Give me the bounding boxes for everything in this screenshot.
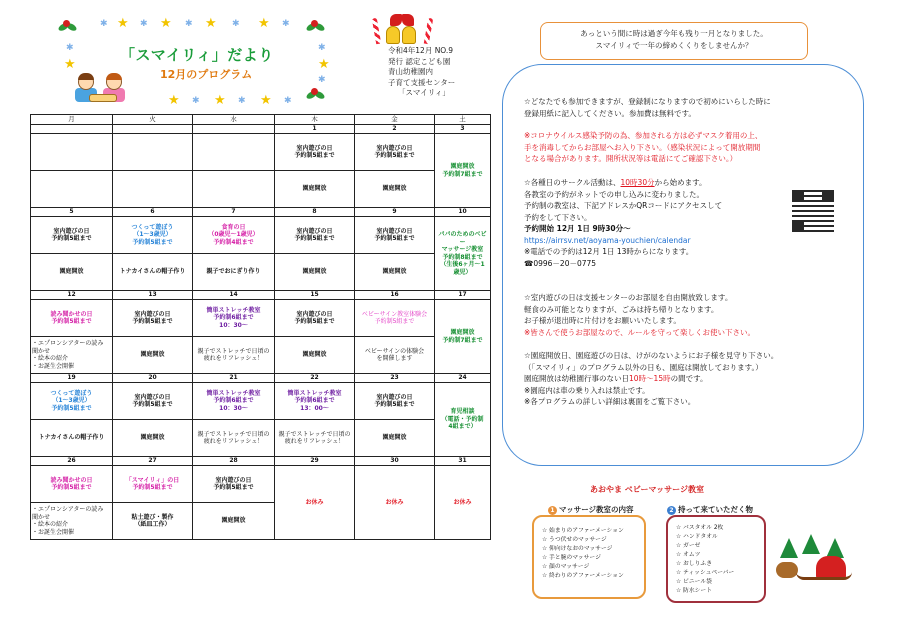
event-cell: 親子でおにぎり作り <box>193 254 275 291</box>
issue-info-line: 発行 認定こども園 <box>388 56 451 66</box>
event-cell: ・エプロンシアターの読み 聞かせ ・絵本の紹介 ・お誕生会開催 <box>31 503 113 540</box>
weekday-header: 金 <box>355 115 435 125</box>
text-line: 軽食のみ可能となりますが、ごみは持ち帰りとなります。 <box>524 304 719 314</box>
event-cell: 食育の日 （0歳児～1歳児） 予約制4組まで <box>193 217 275 254</box>
snow-dot-icon: ✱ <box>192 96 200 106</box>
event-cell: お休み <box>275 466 355 540</box>
event-cell <box>31 171 113 208</box>
text-line: ※電話での予約は12月 1日 13時からになります。 <box>524 247 694 256</box>
event-cell: 親子でストレッチで日頃の 疲れをリフレッシュ！ <box>193 337 275 374</box>
list-item: ☆ うつ伏せのマッサージ <box>542 537 607 543</box>
list-item: ☆ ティッシュペーパー <box>676 570 735 576</box>
weekday-header: 水 <box>193 115 275 125</box>
reindeer-icon <box>776 562 798 578</box>
issue-info-line: 青山幼稚園内 <box>388 67 433 76</box>
star-icon: ★ <box>117 16 129 31</box>
star-icon: ★ <box>64 57 76 72</box>
event-cell: ・エプロンシアターの読み 聞かせ ・絵本の紹介 ・お誕生会開催 <box>31 337 113 374</box>
event-cell: 園庭開放 <box>355 254 435 291</box>
event-cell <box>193 134 275 171</box>
date-cell: 3 <box>435 125 491 134</box>
text-line: ※各プログラムの詳しい詳細は裏面をご覧下さい。 <box>524 397 696 406</box>
date-cell: 9 <box>355 208 435 217</box>
date-cell: 26 <box>31 457 113 466</box>
event-cell: 室内遊びの日 予約制5組まで <box>113 383 193 420</box>
list-item: ☆ 始まりのアファーメーション <box>542 528 624 534</box>
reservation-link[interactable]: https://airrsv.net/aoyama-youchien/calendar <box>524 235 691 245</box>
highlight-time: 10時～15時 <box>629 374 671 383</box>
event-cell <box>193 171 275 208</box>
date-cell: 29 <box>275 457 355 466</box>
event-cell: 園庭開放 予約制7組まで <box>435 134 491 208</box>
text-line: ☆どなたでも参加できますが、登録制になりますので初めにいらした時に <box>524 97 771 106</box>
text-line: から始めます。 <box>654 178 707 187</box>
date-cell: 6 <box>113 208 193 217</box>
issue-info-line: 子育て支援センター <box>388 77 456 87</box>
event-cell: 簡単ストレッチ教室 予約制6組まで 10：30～ <box>193 383 275 420</box>
event-cell: 室内遊びの日 予約制5組まで <box>355 383 435 420</box>
event-cell: つくって遊ぼう （1～3歳児） 予約制5組まで <box>113 217 193 254</box>
star-icon: ★ <box>160 16 172 31</box>
date-cell: 2 <box>355 125 435 134</box>
snow-dot-icon: ✱ <box>282 19 290 29</box>
event-cell: パパのためのベビー マッサージ教室 予約制8組まで （生後6ヶ月～1 歳児） <box>435 217 491 291</box>
event-cell: 室内遊びの日 予約制5組まで <box>355 217 435 254</box>
highlight-time: 10時30分 <box>620 178 655 187</box>
event-cell: つくって遊ぼう （1～3歳児） 予約制5組まで <box>31 383 113 420</box>
date-cell: 15 <box>275 291 355 300</box>
items-to-bring-box <box>666 515 766 603</box>
snow-dot-icon: ✱ <box>284 96 292 106</box>
holly-icon <box>306 88 322 104</box>
event-cell: 園庭開放 <box>113 337 193 374</box>
event-cell <box>31 134 113 171</box>
massage-content-box <box>532 515 646 599</box>
star-icon: ★ <box>318 57 330 72</box>
event-cell: 親子でストレッチで日頃の 疲れをリフレッシュ！ <box>193 420 275 457</box>
notice-line: スマイリィで一年の締めくくりをしませんか？ <box>595 41 753 50</box>
date-cell: 30 <box>355 457 435 466</box>
event-cell <box>113 171 193 208</box>
phone-number: ☎0996－20－0775 <box>524 258 597 268</box>
event-cell: 園庭開放 <box>355 171 435 208</box>
reservation-paragraph <box>524 177 722 269</box>
weekday-header: 木 <box>275 115 355 125</box>
registration-paragraph <box>524 96 771 119</box>
newsletter-title: 「スマイリィ」だより <box>120 46 274 64</box>
issue-info-line: 「スマイリィ」 <box>398 88 450 97</box>
star-icon: ★ <box>258 16 270 31</box>
list-item: ☆ 防水シート <box>676 588 713 594</box>
number-badge: 2 <box>667 506 676 515</box>
event-cell: 室内遊びの日 予約制5組まで <box>275 134 355 171</box>
event-cell: 読み聞かせの日 予約制5組まで <box>31 466 113 503</box>
text-line: 予約制の教室は、下記アドレスかQRコードにアクセスして <box>524 201 723 210</box>
text-line: の間です。 <box>670 374 708 383</box>
event-cell: 室内遊びの日 予約制5組まで <box>31 217 113 254</box>
event-cell: 園庭開放 <box>355 420 435 457</box>
event-cell: ベビーサイン教室体験会 予約制5組まで <box>355 300 435 337</box>
text-line: ※皆さんで使うお部屋なので、ルールを守って楽しくお使い下さい。 <box>524 327 755 337</box>
christmas-tree-icon <box>780 538 798 558</box>
text-line: 登録用紙に記入してください。参加費は無料です。 <box>524 108 696 118</box>
date-cell: 22 <box>275 374 355 383</box>
list-item: ☆ オムツ <box>676 552 701 558</box>
event-cell: 粘土遊び・製作 （紙皿工作） <box>113 503 193 540</box>
date-cell: 19 <box>31 374 113 383</box>
notice-line: あっという間に時は過ぎ今年も残り一月となりました。 <box>580 29 768 38</box>
date-cell: 21 <box>193 374 275 383</box>
event-cell: 室内遊びの日 予約制5組まで <box>113 300 193 337</box>
covid-paragraph <box>524 130 762 165</box>
text-line: 予約開始 12月 1日 9時30分～ <box>524 224 631 233</box>
massage-content-heading <box>548 504 634 515</box>
date-cell: 5 <box>31 208 113 217</box>
date-cell <box>193 125 275 134</box>
christmas-bell-icon <box>372 14 432 46</box>
event-cell: 育児相談 （電話・予約制 4組まで） <box>435 383 491 457</box>
event-cell: 室内遊びの日 予約制5組まで <box>275 217 355 254</box>
date-cell: 8 <box>275 208 355 217</box>
list-item: ☆ バスタオル 2枚 <box>676 525 724 531</box>
event-cell <box>113 134 193 171</box>
event-cell: 園庭開放 <box>193 503 275 540</box>
event-cell: トナカイさんの帽子作り <box>113 254 193 291</box>
list-item: ☆ ハンドタオル <box>676 534 718 540</box>
text-line: ※コロナウイルス感染予防の為、参加される方は必ずマスク着用の上、 <box>524 131 763 140</box>
event-cell: 室内遊びの日 予約制5組まで <box>275 300 355 337</box>
date-cell: 16 <box>355 291 435 300</box>
text-line: ※園庭内は車の乗り入れは禁止です。 <box>524 385 650 395</box>
date-cell: 28 <box>193 457 275 466</box>
text-line: ☆室内遊びの日は支援センターのお部屋を自由開放致します。 <box>524 293 733 302</box>
date-cell: 10 <box>435 208 491 217</box>
star-icon: ★ <box>205 16 217 31</box>
snow-dot-icon: ✱ <box>140 19 148 29</box>
date-cell: 31 <box>435 457 491 466</box>
date-cell: 14 <box>193 291 275 300</box>
yard-paragraph <box>524 350 778 408</box>
text-line: ☆園庭開放日、園庭遊びの日は、けがのないようにお子様を見守り下さい。 <box>524 351 779 360</box>
christmas-tree-icon <box>826 538 844 558</box>
event-cell: 園庭開放 <box>113 420 193 457</box>
number-badge: 1 <box>548 506 557 515</box>
event-cell: お休み <box>355 466 435 540</box>
sleigh-icon <box>796 572 852 580</box>
star-icon: ★ <box>214 93 226 108</box>
star-icon: ★ <box>168 93 180 108</box>
event-cell: ベビーサインの体験会 を開催します <box>355 337 435 374</box>
date-cell: 27 <box>113 457 193 466</box>
event-cell: 「スマイリィ」の日 予約制5組まで <box>113 466 193 503</box>
snow-dot-icon: ✱ <box>232 19 240 29</box>
list-item: ☆ おしりふき <box>676 561 713 567</box>
event-cell: 室内遊びの日 予約制5組まで <box>355 134 435 171</box>
list-item: ☆ 手と腕のマッサージ <box>542 555 601 561</box>
holly-icon <box>306 20 322 36</box>
event-cell: トナカイさんの帽子作り <box>31 420 113 457</box>
heading-text: マッサージ教室の内容 <box>559 505 634 514</box>
weekday-header: 火 <box>113 115 193 125</box>
list-item: ☆ ガーゼ <box>676 543 701 549</box>
issue-info <box>388 46 455 99</box>
date-cell: 12 <box>31 291 113 300</box>
text-line: 各教室の予約がネットでの申し込みに変わりました。 <box>524 189 704 199</box>
snow-dot-icon: ✱ <box>318 75 326 85</box>
holly-icon <box>58 20 74 36</box>
christmas-tree-icon <box>802 534 820 554</box>
snow-dot-icon: ✱ <box>185 19 193 29</box>
event-cell: 園庭開放 予約制7組まで <box>435 300 491 374</box>
star-icon: ★ <box>260 93 272 108</box>
date-cell: 1 <box>275 125 355 134</box>
event-cell: 読み聞かせの日 予約制5組まで <box>31 300 113 337</box>
list-item: ☆ 仰向けなおのマッサージ <box>542 546 613 552</box>
date-cell <box>31 125 113 134</box>
text-line: （「スマイリィ」のプログラム以外の日も、園庭は開放しております。） <box>524 362 763 372</box>
list-item: ☆ 顔のマッサージ <box>542 564 590 570</box>
newsletter-subtitle: 12月のプログラム <box>160 68 253 81</box>
qr-code-icon[interactable] <box>792 190 834 232</box>
weekday-header: 土 <box>435 115 491 125</box>
text-line: ☆各種日のサークル活動は、 <box>524 178 621 187</box>
snow-dot-icon: ✱ <box>318 43 326 53</box>
event-cell: お休み <box>435 466 491 540</box>
event-cell: 園庭開放 <box>275 254 355 291</box>
event-cell: 園庭開放 <box>275 337 355 374</box>
program-calendar <box>30 114 491 540</box>
heading-text: 持って来ていただく物 <box>678 505 753 514</box>
text-line: お子様が退出時に片付けをお願いいたします。 <box>524 316 681 325</box>
snow-dot-icon: ✱ <box>100 19 108 29</box>
baby-massage-title: あおやま ベビーマッサージ教室 <box>590 485 704 494</box>
items-to-bring-heading <box>667 504 753 515</box>
event-cell: 親子でストレッチで日頃の 疲れをリフレッシュ！ <box>275 420 355 457</box>
event-cell: 園庭開放 <box>275 171 355 208</box>
date-cell: 24 <box>435 374 491 383</box>
date-cell: 20 <box>113 374 193 383</box>
event-cell: 簡単ストレッチ教室 予約制6組まで 10：30～ <box>193 300 275 337</box>
issue-info-line: 令和4年12月 NO.9 <box>388 46 454 55</box>
text-line: 手を消毒してからお部屋へお入り下さい。（感染状況によって開放期間 <box>524 142 761 152</box>
notice-box <box>540 22 808 60</box>
date-cell: 13 <box>113 291 193 300</box>
date-cell: 7 <box>193 208 275 217</box>
indoor-play-paragraph <box>524 292 755 338</box>
event-cell: 園庭開放 <box>31 254 113 291</box>
text-line: 園庭開放は幼稚園行事のない日 <box>524 374 629 383</box>
weekday-header: 月 <box>31 115 113 125</box>
snow-dot-icon: ✱ <box>66 43 74 53</box>
text-line: 予約をして下さい。 <box>524 212 592 222</box>
date-cell: 17 <box>435 291 491 300</box>
date-cell: 23 <box>355 374 435 383</box>
children-illustration <box>75 70 131 104</box>
list-item: ☆ ビニール袋 <box>676 579 712 585</box>
event-cell: 簡単ストレッチ教室 予約制6組まで 13：00～ <box>275 383 355 420</box>
snow-dot-icon: ✱ <box>238 96 246 106</box>
text-line: となる場合があります。開所状況等は電話にてご確認下さい。） <box>524 154 738 163</box>
date-cell <box>113 125 193 134</box>
list-item: ☆ 終わりのアファーメーション <box>542 573 624 579</box>
event-cell: 室内遊びの日 予約制5組まで <box>193 466 275 503</box>
